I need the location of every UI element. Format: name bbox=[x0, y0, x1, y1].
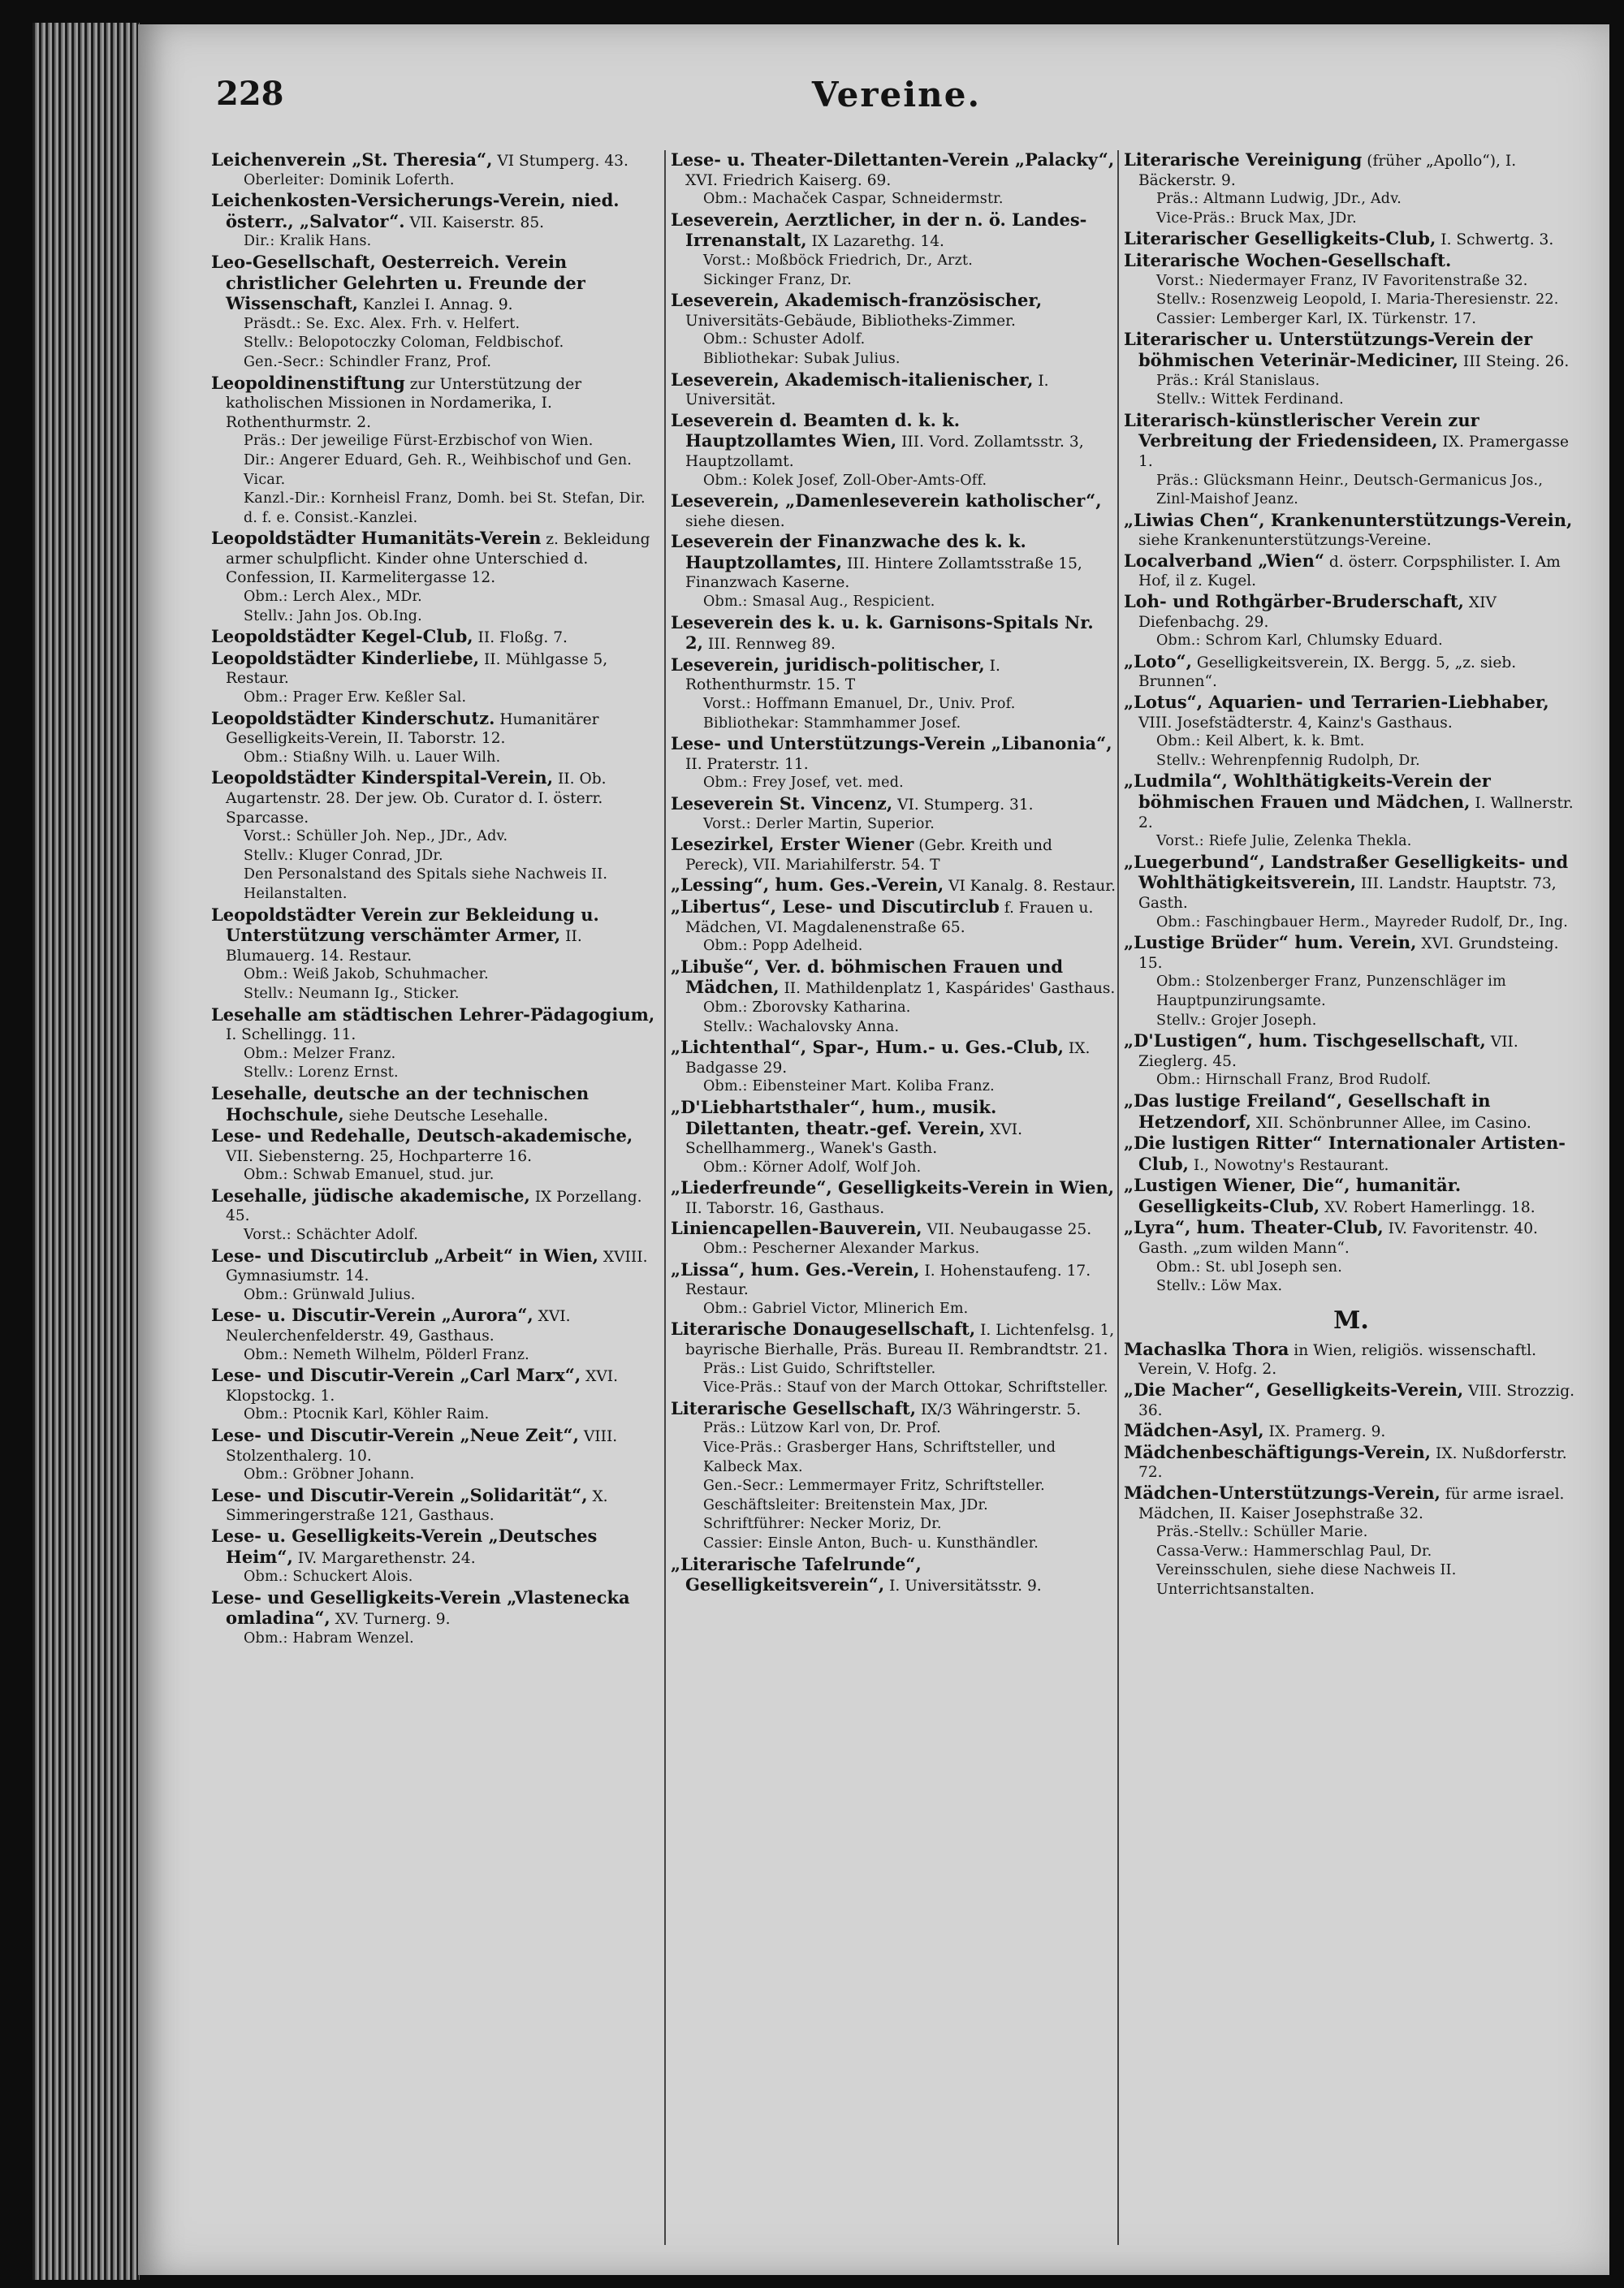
entry-officer-line: Stellv.: Löw Max. bbox=[1156, 1278, 1283, 1295]
entry-officer-line: Präsdt.: Se. Exc. Alex. Frh. v. Helfert. bbox=[244, 315, 520, 332]
directory-entry bbox=[211, 373, 663, 529]
directory-entry bbox=[1124, 592, 1579, 651]
entry-address: Kanzlei I. Annag. 9. bbox=[362, 296, 513, 314]
entry-name: Lesehalle am städtischen Lehrer-Pädagogium, bbox=[211, 1004, 655, 1025]
entry-address: III. Landstr. Hauptstr. 73, Gasth. bbox=[1138, 875, 1557, 912]
entry-name: Literarische Gesellschaft, bbox=[671, 1397, 917, 1418]
entry-name: „Lustigen Wiener, Die“, humanitär. Geselligkeits-Club, bbox=[1124, 1175, 1462, 1216]
entry-address: IX. Nußdorferstr. 72. bbox=[1138, 1444, 1567, 1482]
directory-entry bbox=[671, 150, 1116, 209]
directory-entry bbox=[671, 875, 1116, 896]
entry-name: Mädchen-Unterstützungs-Verein, bbox=[1124, 1483, 1440, 1503]
entry-address: VII. Neubaugasse 25. bbox=[926, 1221, 1092, 1239]
entry-address: XVI. Grundsteing. 15. bbox=[1138, 935, 1559, 972]
entry-address: XVI. Neulerchenfelderstr. 49, Gasthaus. bbox=[226, 1308, 571, 1345]
entry-address: VIII. Strozzig. 36. bbox=[1138, 1383, 1575, 1419]
entry-officer-line: Bibliothekar: Stammhammer Josef. bbox=[703, 714, 961, 732]
entry-address: IV. Margarethenstr. 24. bbox=[297, 1549, 476, 1567]
entry-address: X. Simmeringerstraße 121, Gasthaus. bbox=[226, 1487, 608, 1525]
entry-officer-line: Vorst.: Hoffmann Emanuel, Dr., Univ. Prof. bbox=[703, 696, 1016, 713]
entry-address: (Gebr. Kreith und Pereck), VII. Mariahilferstr. 54. T bbox=[685, 837, 1052, 874]
entry-name: Loh- und Rothgärber-Bruderschaft, bbox=[1124, 591, 1464, 612]
entry-address: I. Universitätsstr. 9. bbox=[889, 1578, 1042, 1595]
entry-name: „Lotus“, Aquarien- und Terrarien-Liebhaber, bbox=[1124, 692, 1549, 713]
entry-officer-line: Sickinger Franz, Dr. bbox=[703, 271, 852, 288]
entry-name: Mädchen-Asyl, bbox=[1124, 1420, 1264, 1441]
directory-entry bbox=[211, 1426, 663, 1485]
entry-officer-line: Obm.: Smasal Aug., Respicient. bbox=[703, 594, 935, 611]
entry-name: Liniencapellen-Bauverein, bbox=[671, 1218, 922, 1239]
entry-officer-line: Cassa-Verw.: Hammerschlag Paul, Dr. bbox=[1156, 1543, 1432, 1560]
directory-entry bbox=[671, 655, 1116, 733]
entry-address: XVIII. Gymnasiumstr. 14. bbox=[226, 1248, 648, 1285]
directory-entry bbox=[1124, 933, 1579, 1030]
entry-officer-line: Präs.: Lützow Karl von, Dr. Prof. bbox=[703, 1420, 941, 1437]
entry-address: Universitäts-Gebäude, Bibliotheks-Zimmer. bbox=[685, 312, 1016, 330]
directory-entry bbox=[1124, 511, 1579, 550]
entry-address: XV. Robert Hamerlingg. 18. bbox=[1324, 1198, 1535, 1216]
entry-address: Geselligkeitsverein, IX. Bergg. 5, „z. sieb. Brunnen“. bbox=[1138, 654, 1517, 691]
directory-entry bbox=[211, 1186, 663, 1245]
entry-officer-line: Obm.: Ptocnik Karl, Köhler Raim. bbox=[244, 1406, 490, 1423]
directory-entry bbox=[1124, 411, 1579, 510]
entry-officer-line: Stellv.: Belopotoczky Coloman, Feldbischof. bbox=[244, 335, 564, 352]
entry-name: Leopoldstädter Verein zur Bekleidung u. Unterstützung verschämter Armer, bbox=[211, 904, 599, 946]
entry-name: Localverband „Wien“ bbox=[1124, 550, 1324, 571]
directory-entry bbox=[671, 835, 1116, 874]
entry-address: VII. Zieglerg. 45. bbox=[1138, 1034, 1518, 1070]
directory-entry bbox=[671, 1555, 1116, 1596]
directory-entry bbox=[671, 957, 1116, 1037]
entry-officer-line: Obm.: Schrom Karl, Chlumsky Eduard. bbox=[1156, 632, 1443, 650]
entry-address: XV. Turnerg. 9. bbox=[335, 1611, 451, 1629]
directory-entry bbox=[1124, 1133, 1579, 1175]
directory-entry bbox=[1124, 251, 1579, 329]
directory-entry bbox=[1124, 1340, 1579, 1379]
entry-name: Leopoldstädter Humanitäts-Verein bbox=[211, 528, 542, 549]
entry-officer-line: Präs.: List Guido, Schriftsteller. bbox=[703, 1360, 936, 1377]
entry-officer-line: Obm.: Eibensteiner Mart. Koliba Franz. bbox=[703, 1078, 995, 1095]
entry-officer-line: Stellv.: Wittek Ferdinand. bbox=[1156, 391, 1344, 408]
entry-name: „Luegerbund“, Landstraßer Geselligkeits- und Wohlthätigkeitsverein, bbox=[1124, 851, 1569, 893]
entry-officer-line: Obm.: Habram Wenzel. bbox=[244, 1630, 414, 1647]
entry-officer-line: Bibliothekar: Subak Julius. bbox=[703, 350, 901, 367]
directory-entry bbox=[671, 897, 1116, 956]
entry-address: IX. Badgasse 29. bbox=[685, 1040, 1091, 1077]
directory-entry bbox=[671, 1178, 1116, 1218]
directory-entry bbox=[211, 253, 663, 373]
directory-entry bbox=[211, 1366, 663, 1425]
directory-entry bbox=[211, 768, 663, 904]
directory-entry bbox=[1124, 1421, 1579, 1442]
section-letter: M. bbox=[1333, 1306, 1369, 1335]
entry-officer-line: Oberleiter: Dominik Loferth. bbox=[244, 171, 455, 188]
entry-officer-line: Gen.-Secr.: Lemmermayer Fritz, Schriftsteller. bbox=[703, 1478, 1045, 1495]
entry-officer-line: Präs.-Stellv.: Schüller Marie. bbox=[1156, 1524, 1368, 1541]
entry-address: XIV Diefenbachg. 29. bbox=[1138, 594, 1497, 631]
entry-officer-line: Obm.: Weiß Jakob, Schuhmacher. bbox=[244, 966, 489, 983]
directory-entry bbox=[211, 649, 663, 708]
entry-name: Leichenkosten-Versicherungs-Verein, nied. österr., „Salvator“. bbox=[211, 190, 620, 231]
entry-address: I. Wallnerstr. 2. bbox=[1138, 795, 1574, 831]
entry-name: „D'Liebhartsthaler“, hum., musik. Dilettanten, theatr.-gef. Verein, bbox=[671, 1096, 997, 1138]
entry-name: Leichenverein „St. Theresia“, bbox=[211, 150, 493, 170]
entry-officer-line: Schriftführer: Necker Moriz, Dr. bbox=[703, 1516, 942, 1533]
page-number: 228 bbox=[216, 75, 284, 113]
entry-officer-line: Obm.: Schwab Emanuel, stud. jur. bbox=[244, 1167, 495, 1184]
directory-entry bbox=[1124, 771, 1579, 851]
entry-address: Humanitärer Geselligkeits-Verein, II. Taborstr. 12. bbox=[226, 710, 599, 748]
entry-officer-line: Obm.: Melzer Franz. bbox=[244, 1045, 396, 1062]
entry-address: I. Lichtenfelsg. 1, bayrische Bierhalle, Präs. Bureau II. Rembrandtstr. 21. bbox=[685, 1322, 1115, 1359]
entry-address: I., Nowotny's Restaurant. bbox=[1193, 1156, 1389, 1174]
directory-entry bbox=[671, 1319, 1116, 1397]
entry-officer-line: Obm.: Gabriel Victor, Mlinerich Em. bbox=[703, 1300, 969, 1317]
entry-officer-line: Obm.: Lerch Alex., MDr. bbox=[244, 589, 422, 606]
directory-entry bbox=[1124, 1443, 1579, 1483]
entry-officer-line: Stellv.: Kluger Conrad, JDr. bbox=[244, 847, 443, 864]
entry-name: Lese- und Discutir-Verein „Carl Marx“, bbox=[211, 1365, 581, 1386]
directory-entry bbox=[211, 1246, 663, 1306]
entry-name: „Literarische Tafelrunde“, Geselligkeitsverein“, bbox=[671, 1553, 922, 1595]
entry-officer-line: Stellv.: Wehrenpfennig Rudolph, Dr. bbox=[1156, 752, 1420, 769]
entry-name: Lese- u. Geselligkeits-Verein „Deutsches Heim“, bbox=[211, 1525, 598, 1567]
entry-officer-line: Obm.: Frey Josef, vet. med. bbox=[703, 775, 904, 792]
entry-name: „Das lustige Freiland“, Gesellschaft in Hetzendorf, bbox=[1124, 1090, 1491, 1132]
entry-officer-line: Obm.: Stiaßny Wilh. u. Lauer Wilh. bbox=[244, 749, 501, 766]
directory-entry bbox=[1124, 551, 1579, 591]
directory-entry bbox=[211, 1306, 663, 1365]
entry-address: f. Frauen u. Mädchen, VI. Magdalenenstraße 65. bbox=[685, 899, 1094, 936]
entry-officer-line: Vice-Präs.: Grasberger Hans, Schriftsteller, und Kalbeck Max. bbox=[703, 1440, 1056, 1475]
column-1 bbox=[211, 150, 663, 2245]
entry-officer-line: Stellv.: Grojer Joseph. bbox=[1156, 1012, 1317, 1029]
entry-address: z. Bekleidung armer schulpflicht. Kinder ohne Unterschied d. Confession, II. Karmelitergasse 12. bbox=[226, 531, 650, 587]
entry-officer-line: Obm.: Keil Albert, k. k. Bmt. bbox=[1156, 733, 1365, 750]
entry-officer-line: Obm.: Schuster Adolf. bbox=[703, 331, 866, 348]
entry-address: zur Unterstützung der katholischen Missionen in Nordamerika, I. Rothenthurmstr. 2. bbox=[226, 375, 582, 431]
entry-address: III. Hintere Zollamtsstraße 15, Finanzwach Kaserne. bbox=[685, 555, 1082, 592]
directory-entry bbox=[671, 1098, 1116, 1177]
entry-officer-line: Stellv.: Lorenz Ernst. bbox=[244, 1064, 399, 1081]
entry-name: „Libertus“, Lese- und Discutirclub bbox=[671, 896, 1000, 917]
entry-address: II. Ob. Augartenstr. 28. Der jew. Ob. Curator d. I. österr. Sparcasse. bbox=[226, 771, 607, 827]
entry-address: II. Mathildenplatz 1, Kaspárides' Gasthaus. bbox=[784, 980, 1116, 998]
entry-officer-line: Gen.-Secr.: Schindler Franz, Prof. bbox=[244, 353, 492, 370]
entry-name: „Lessing“, hum. Ges.-Verein, bbox=[671, 874, 944, 896]
entry-officer-line: Vice-Präs.: Stauf von der March Ottokar, Schriftsteller. bbox=[703, 1379, 1108, 1397]
directory-entry bbox=[671, 291, 1116, 369]
entry-address: III Steing. 26. bbox=[1462, 352, 1570, 370]
directory-entry bbox=[671, 734, 1116, 793]
directory-entry bbox=[211, 1588, 663, 1649]
entry-officer-line: Präs.: Der jeweilige Fürst-Erzbischof von Wien. bbox=[244, 433, 594, 450]
directory-entry bbox=[211, 191, 663, 252]
entry-address: VII. Kaiserstr. 85. bbox=[409, 214, 545, 231]
directory-entry bbox=[1124, 693, 1579, 771]
entry-officer-line: Obm.: Grünwald Julius. bbox=[244, 1286, 416, 1303]
entry-address: VIII. Josefstädterstr. 4, Kainz's Gasthaus. bbox=[1138, 714, 1453, 732]
entry-name: Leseverein, „Damenleseverein katholischer“, bbox=[671, 490, 1102, 512]
entry-name: Literarische Wochen-Gesellschaft. bbox=[1124, 249, 1452, 270]
entry-name: Leopoldstädter Kinderliebe, bbox=[211, 647, 480, 668]
entry-name: „Libuše“, Ver. d. böhmischen Frauen und Mädchen, bbox=[671, 956, 1064, 998]
entry-name: Literarischer Geselligkeits-Club, bbox=[1124, 228, 1436, 249]
entry-name: Leopoldstädter Kegel-Club, bbox=[211, 626, 473, 647]
book-page-edges bbox=[32, 23, 140, 2280]
entry-name: Leseverein St. Vincenz, bbox=[671, 793, 893, 814]
entry-officer-line: Obm.: Pescherner Alexander Markus. bbox=[703, 1241, 980, 1258]
entry-name: Leo-Gesellschaft, Oesterreich. Verein christlicher Gelehrten u. Freunde der Wissenschaft, bbox=[211, 251, 585, 314]
entry-officer-line: Obm.: Schuckert Alois. bbox=[244, 1569, 413, 1586]
entry-name: Lese- u. Theater-Dilettanten-Verein „Palacky“, bbox=[671, 150, 1115, 170]
entry-officer-line: Dir.: Kralik Hans. bbox=[244, 233, 372, 250]
entry-name: Leseverein d. Beamten d. k. k. Hauptzollamtes Wien, bbox=[671, 409, 961, 451]
entry-name: Leopoldinenstiftung bbox=[211, 372, 405, 393]
entry-address: III. Rennweg 89. bbox=[707, 636, 836, 654]
entry-officer-line: Stellv.: Rosenzweig Leopold, I. Maria-Theresienstr. 22. bbox=[1156, 291, 1559, 309]
entry-address: (früher „Apollo“), I. Bäckerstr. 9. bbox=[1138, 153, 1517, 189]
entry-name: Leseverein der Finanzwache des k. k. Hauptzollamtes, bbox=[671, 531, 1026, 572]
entry-name: Leseverein des k. u. k. Garnisons-Spitals Nr. 2, bbox=[671, 611, 1094, 654]
entry-address: siehe diesen. bbox=[685, 512, 785, 530]
entry-address: VIII. Stolzenthalerg. 10. bbox=[226, 1428, 618, 1465]
entry-officer-line: Stellv.: Neumann Ig., Sticker. bbox=[244, 985, 460, 1002]
entry-name: „Die Macher“, Geselligkeits-Verein, bbox=[1124, 1379, 1464, 1401]
entry-name: „Ludmila“, Wohlthätigkeits-Verein der böhmischen Frauen und Mädchen, bbox=[1124, 771, 1491, 812]
entry-officer-line: Vorst.: Riefe Julie, Zelenka Thekla. bbox=[1156, 833, 1412, 850]
entry-officer-line: Vorst.: Schüller Joh. Nep., JDr., Adv. bbox=[244, 828, 508, 845]
entry-name: Literarischer u. Unterstützungs-Verein der böhmischen Veterinär-Mediciner, bbox=[1124, 329, 1533, 370]
entry-officer-line: Obm.: Stolzenberger Franz, Punzenschläger im Hauptpunzirungsamte. bbox=[1156, 973, 1506, 1009]
directory-entry bbox=[671, 411, 1116, 490]
entry-name: „Lustige Brüder“ hum. Verein, bbox=[1124, 932, 1417, 953]
directory-entry bbox=[671, 210, 1116, 290]
entry-address: XVI. Schellhammerg., Wanek's Gasth. bbox=[685, 1120, 1023, 1158]
entry-officer-line: Obm.: Machaček Caspar, Schneidermstr. bbox=[703, 191, 1004, 208]
entry-address: I. Schellingg. 11. bbox=[226, 1026, 356, 1044]
page-title: Vereine. bbox=[811, 75, 982, 114]
entry-officer-line: Geschäftsleiter: Breitenstein Max, JDr. bbox=[703, 1496, 988, 1513]
entry-name: „Lissa“, hum. Ges.-Verein, bbox=[671, 1258, 920, 1280]
column-2 bbox=[664, 150, 1116, 2245]
entry-officer-line: Obm.: Zborovsky Katharina. bbox=[703, 999, 911, 1016]
entry-address: II. Taborstr. 16, Gasthaus. bbox=[685, 1199, 885, 1217]
directory-entry bbox=[1124, 330, 1579, 409]
directory-entry bbox=[1124, 1176, 1579, 1217]
directory-entry bbox=[671, 370, 1116, 410]
entry-officer-line: Präs.: Altmann Ludwig, JDr., Adv. bbox=[1156, 191, 1402, 208]
entry-officer-line: Vorst.: Derler Martin, Superior. bbox=[703, 815, 935, 832]
entry-name: Lesehalle, deutsche an der technischen Hochschule, bbox=[211, 1082, 590, 1125]
directory-entry bbox=[671, 1038, 1116, 1097]
entry-address: IV. Favoritenstr. 40. Gasth. „zum wilden Mann“. bbox=[1138, 1220, 1538, 1258]
entry-address: VI Stumperg. 43. bbox=[497, 153, 628, 170]
directory-entry bbox=[671, 491, 1116, 531]
entry-officer-line: Präs.: Král Stanislaus. bbox=[1156, 372, 1320, 389]
entry-officer-line: Vice-Präs.: Bruck Max, JDr. bbox=[1156, 209, 1357, 227]
entry-name: Lese- und Discutir-Verein „Neue Zeit“, bbox=[211, 1425, 579, 1445]
entry-officer-line: Stellv.: Wachalovsky Anna. bbox=[703, 1018, 900, 1035]
directory-entry bbox=[671, 1399, 1116, 1554]
directory-entry bbox=[1124, 652, 1579, 692]
directory-entry bbox=[1124, 1218, 1579, 1296]
entry-officer-line: Präs.: Glücksmann Heinr., Deutsch-Germanicus Jos., Zinl-Maishof Jeanz. bbox=[1156, 472, 1544, 508]
entry-officer-line: Vereinsschulen, siehe diese Nachweis II. Unterrichtsanstalten. bbox=[1156, 1562, 1457, 1598]
page-header bbox=[216, 75, 1577, 140]
directory-entry bbox=[671, 613, 1116, 654]
entry-name: „Die lustigen Ritter“ Internationaler Artisten-Club, bbox=[1124, 1133, 1566, 1174]
entry-officer-line: Obm.: Nemeth Wilhelm, Pölderl Franz. bbox=[244, 1346, 529, 1363]
column-3 bbox=[1117, 150, 1579, 2245]
entry-name: „Liederfreunde“, Geselligkeits-Verein in Wien, bbox=[671, 1177, 1115, 1198]
directory-entry bbox=[211, 709, 663, 768]
entry-name: Literarisch-künstlerischer Verein zur Verbreitung der Friedensideen, bbox=[1124, 409, 1479, 451]
entry-address: XVI. Friedrich Kaiserg. 69. bbox=[685, 171, 892, 189]
directory-entry bbox=[211, 627, 663, 648]
entry-address: I. Hohenstaufeng. 17. Restaur. bbox=[685, 1262, 1091, 1299]
entry-officer-line: Obm.: Hirnschall Franz, Brod Rudolf. bbox=[1156, 1072, 1432, 1089]
directory-entry bbox=[1124, 1380, 1579, 1420]
entry-address: IX Lazarethg. 14. bbox=[811, 233, 944, 251]
entry-name: Lese- u. Discutir-Verein „Aurora“, bbox=[211, 1305, 533, 1326]
entry-name: Lese- und Discutirclub „Arbeit“ in Wien, bbox=[211, 1245, 598, 1266]
entry-address: siehe Deutsche Lesehalle. bbox=[348, 1107, 548, 1125]
directory-entry bbox=[211, 1005, 663, 1083]
entry-name: Literarische Vereinigung bbox=[1124, 150, 1363, 170]
entry-name: Lese- und Redehalle, Deutsch-akademische, bbox=[211, 1125, 633, 1146]
entry-officer-line: Obm.: Prager Erw. Keßler Sal. bbox=[244, 689, 467, 706]
directory-entry bbox=[211, 1486, 663, 1526]
directory-entry bbox=[1124, 1031, 1579, 1090]
entry-address: IX. Pramergasse 1. bbox=[1138, 434, 1569, 470]
entry-address: IX. Pramerg. 9. bbox=[1268, 1423, 1386, 1441]
entry-officer-line: Obm.: Faschingbauer Herm., Mayreder Rudolf, Dr., Ing. bbox=[1156, 913, 1569, 930]
entry-address: IX/3 Währingerstr. 5. bbox=[920, 1401, 1082, 1418]
entry-name: „Loto“, bbox=[1124, 650, 1192, 671]
entry-name: Lese- und Unterstützungs-Verein „Libanonia“, bbox=[671, 733, 1112, 754]
entry-officer-line: Cassier: Lemberger Karl, IX. Türkenstr. 17. bbox=[1156, 310, 1477, 327]
entry-name: „Lyra“, hum. Theater-Club, bbox=[1124, 1217, 1384, 1238]
entry-officer-line: Stellv.: Jahn Jos. Ob.Ing. bbox=[244, 607, 422, 624]
directory-entry bbox=[211, 1526, 663, 1587]
directory-entry bbox=[1124, 853, 1579, 932]
entry-address: IX Porzellang. 45. bbox=[226, 1188, 642, 1225]
directory-entry bbox=[671, 532, 1116, 611]
entry-address: in Wien, religiös. wissenschaftl. Verein, V. Hofg. 2. bbox=[1138, 1341, 1536, 1379]
entry-officer-line: Obm.: Popp Adelheid. bbox=[703, 938, 863, 955]
entry-address: II. Praterstr. 11. bbox=[685, 755, 809, 773]
entry-address: I. Schwertg. 3. bbox=[1440, 231, 1554, 249]
directory-entry bbox=[1124, 1091, 1579, 1133]
directory-entry bbox=[1124, 229, 1579, 250]
entry-officer-line: Obm.: Gröbner Johann. bbox=[244, 1466, 415, 1483]
directory-entry bbox=[211, 1084, 663, 1125]
entry-name: Lesehalle, jüdische akademische, bbox=[211, 1185, 530, 1206]
entry-name: Lese- und Geselligkeits-Verein „Vlastenecka omladina“, bbox=[211, 1586, 630, 1629]
entry-name: Leopoldstädter Kinderspital-Verein, bbox=[211, 767, 554, 788]
entry-name: Lesezirkel, Erster Wiener bbox=[671, 834, 914, 855]
entry-address: VII. Siebensterng. 25, Hochparterre 16. bbox=[226, 1147, 533, 1165]
entry-address: II. Floßg. 7. bbox=[477, 629, 568, 647]
entry-address: d. österr. Corpsphilister. I. Am Hof, il z. Kugel. bbox=[1138, 553, 1561, 590]
directory-entry bbox=[1124, 1483, 1579, 1600]
entry-officer-line: Vorst.: Niedermayer Franz, IV Favoritenstraße 32. bbox=[1156, 272, 1528, 289]
entry-address: VI Kanalg. 8. Restaur. bbox=[948, 878, 1116, 896]
entry-name: Leseverein, juridisch-politischer, bbox=[671, 654, 985, 675]
directory-entry bbox=[1124, 150, 1579, 228]
entry-name: Literarische Donaugesellschaft, bbox=[671, 1319, 976, 1340]
entry-name: Leseverein, Aerztlicher, in der n. ö. Landes-Irrenanstalt, bbox=[671, 209, 1087, 251]
directory-entry bbox=[211, 905, 663, 1004]
entry-officer-line: Dir.: Angerer Eduard, Geh. R., Weihbischof und Gen. Vicar. bbox=[244, 451, 633, 488]
entry-name: Leseverein, Akademisch-französischer, bbox=[671, 290, 1043, 311]
directory-entry bbox=[671, 1219, 1116, 1258]
entry-officer-line: Vorst.: Moßböck Friedrich, Dr., Arzt. bbox=[703, 252, 974, 269]
entry-address: siehe Krankenunterstützungs-Vereine. bbox=[1138, 532, 1432, 550]
directory-entry bbox=[671, 794, 1116, 834]
entry-address: VI. Stumperg. 31. bbox=[897, 796, 1034, 814]
entry-officer-line: Obm.: Kolek Josef, Zoll-Ober-Amts-Off. bbox=[703, 472, 987, 489]
directory-entry bbox=[671, 1260, 1116, 1319]
entry-officer-line: Vorst.: Schächter Adolf. bbox=[244, 1227, 419, 1244]
entry-address: II. Blumauerg. 14. Restaur. bbox=[226, 928, 582, 965]
entry-address: für arme israel. Mädchen, II. Kaiser Josephstraße 32. bbox=[1138, 1486, 1565, 1522]
entry-officer-line: Den Personalstand des Spitals siehe Nachweis II. Heilanstalten. bbox=[244, 866, 608, 902]
entry-address: XII. Schönbrunner Allee, im Casino. bbox=[1256, 1114, 1531, 1132]
directory-entry bbox=[211, 529, 663, 626]
entry-address: II. Mühlgasse 5, Restaur. bbox=[226, 650, 608, 688]
book-page bbox=[138, 24, 1609, 2275]
entry-officer-line: Kanzl.-Dir.: Kornheisl Franz, Domh. bei St. Stefan, Dir. d. f. e. Consist.-Kanzlei. bbox=[244, 490, 646, 526]
directory-entry bbox=[211, 1126, 663, 1185]
entry-name: „Lichtenthal“, Spar-, Hum.- u. Ges.-Club, bbox=[671, 1037, 1064, 1058]
entry-name: Leopoldstädter Kinderschutz. bbox=[211, 707, 495, 728]
entry-name: „D'Lustigen“, hum. Tischgesellschaft, bbox=[1124, 1030, 1486, 1051]
entry-name: Mädchenbeschäftigungs-Verein, bbox=[1124, 1441, 1432, 1462]
entry-officer-line: Cassier: Einsle Anton, Buch- u. Kunsthändler. bbox=[703, 1535, 1039, 1552]
entry-officer-line: Obm.: St. ubl Joseph sen. bbox=[1156, 1258, 1343, 1276]
entry-name: Lese- und Discutir-Verein „Solidarität“, bbox=[211, 1484, 588, 1505]
entry-address: I. Universität. bbox=[685, 372, 1049, 409]
entry-name: Leseverein, Akademisch-italienischer, bbox=[671, 369, 1034, 390]
entry-name: Machaslka Thora bbox=[1124, 1338, 1289, 1359]
entry-officer-line: Obm.: Körner Adolf, Wolf Joh. bbox=[703, 1159, 922, 1176]
entry-address: I. Rothenthurmstr. 15. T bbox=[685, 657, 1000, 694]
entry-name: „Liwias Chen“, Krankenunterstützungs-Verein, bbox=[1124, 509, 1573, 530]
entry-address: XVI. Klopstockg. 1. bbox=[226, 1368, 618, 1405]
directory-entry bbox=[211, 150, 663, 190]
entry-address: III. Vord. Zollamtsstr. 3, Hauptzollamt. bbox=[685, 434, 1084, 470]
